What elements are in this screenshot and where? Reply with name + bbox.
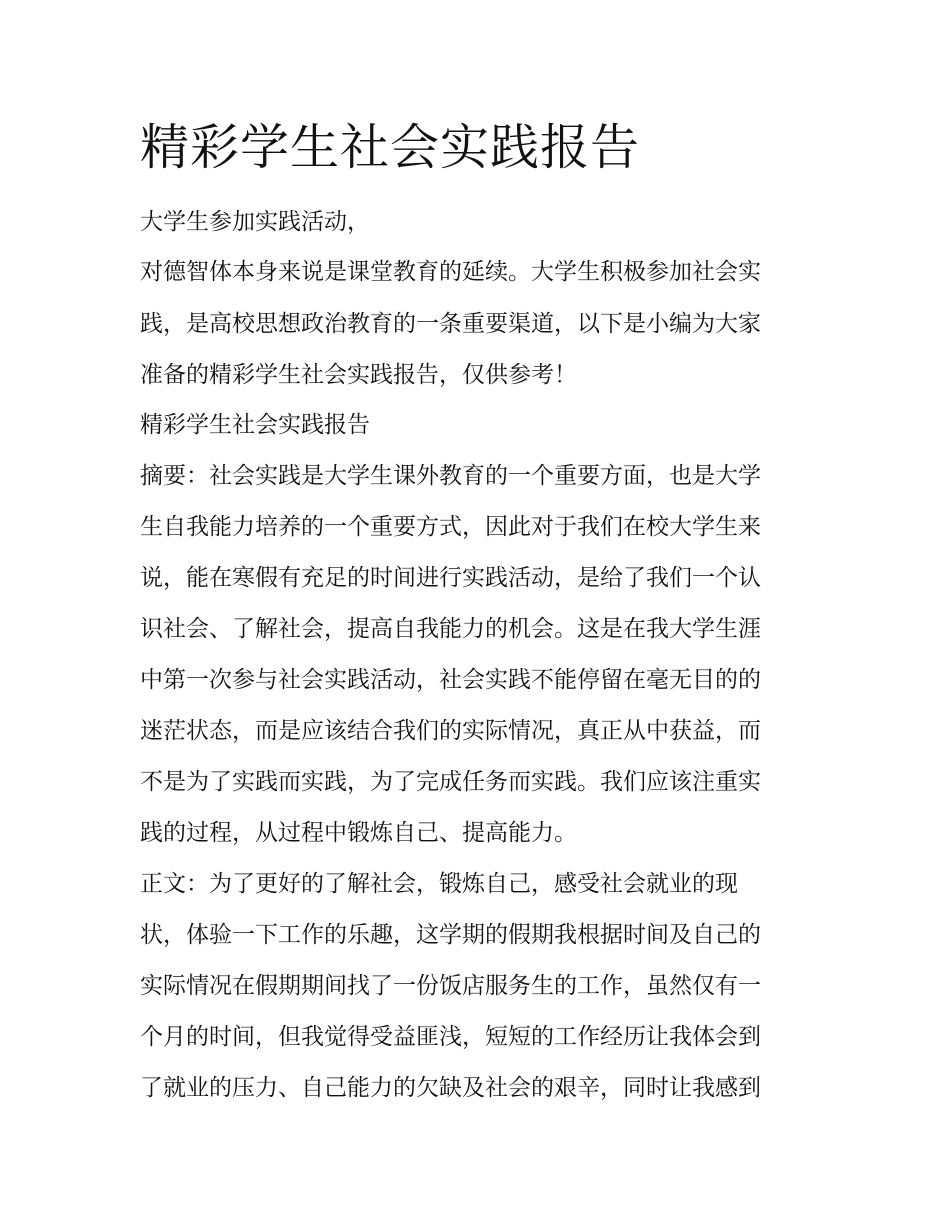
text-line-16: 实际情况在假期期间找了一份饭店服务生的工作，虽然仅有一 [140,973,761,999]
text-line-18: 了就业的压力、自己能力的欠缺及社会的艰辛，同时让我感到 [140,1075,761,1101]
text-line-15: 状，体验一下工作的乐趣，这学期的假期我根据时间及自己的 [140,922,761,948]
text-line-8: 说，能在寒假有充足的时间进行实践活动，是给了我们一个认 [140,565,761,591]
text-line-1: 大学生参加实践活动， [140,209,370,235]
text-line-2: 对德智体本身来说是课堂教育的延续。大学生积极参加社会实 [140,259,761,285]
text-line-7: 生自我能力培养的一个重要方式，因此对于我们在校大学生来 [140,514,761,540]
section-heading: 精彩学生社会实践报告 [140,412,370,438]
text-line-6: 摘要：社会实践是大学生课外教育的一个重要方面，也是大学 [140,463,761,489]
text-line-14: 正文：为了更好的了解社会，锻炼自己，感受社会就业的现 [140,871,738,897]
text-line-17: 个月的时间，但我觉得受益匪浅，短短的工作经历让我体会到 [140,1024,761,1050]
text-line-10: 中第一次参与社会实践活动，社会实践不能停留在毫无目的的 [140,667,761,693]
text-line-3: 践，是高校思想政治教育的一条重要渠道，以下是小编为大家 [140,311,761,337]
text-line-9: 识社会、了解社会，提高自我能力的机会。这是在我大学生涯 [140,616,761,642]
text-line-13: 践的过程，从过程中锻炼自己、提高能力。 [140,820,577,846]
text-line-12: 不是为了实践而实践，为了完成任务而实践。我们应该注重实 [140,769,761,795]
text-line-11: 迷茫状态，而是应该结合我们的实际情况，真正从中获益，而 [140,718,761,744]
text-line-4: 准备的精彩学生社会实践报告，仅供参考！ [140,362,577,388]
document-title: 精彩学生社会实践报告 [140,119,641,176]
